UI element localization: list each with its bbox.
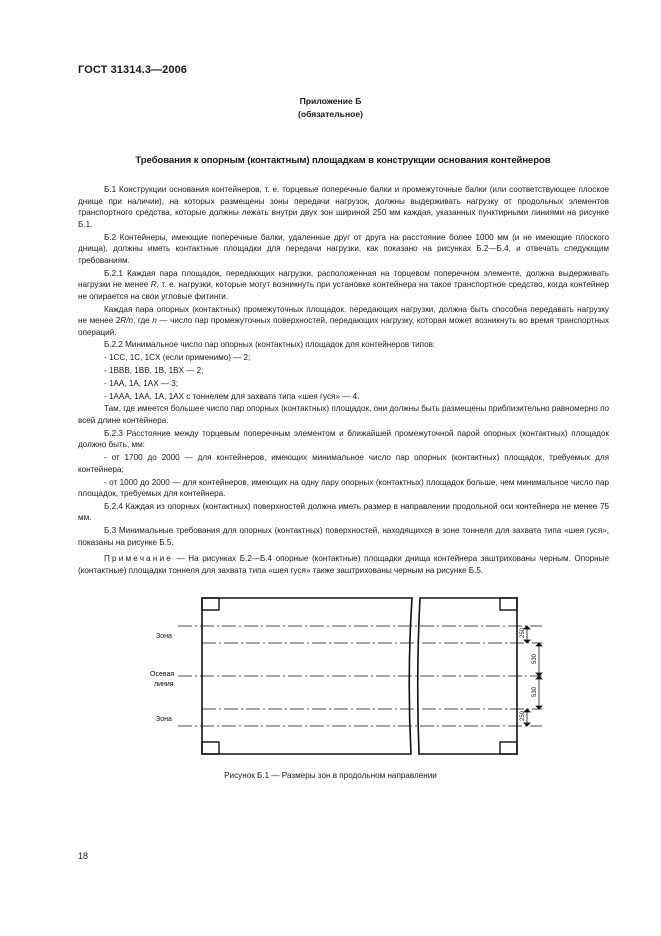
- paragraph-b3: Б.3 Минимальные требования для опорных (контактных) поверхностей, находящихся в зоне тоннеля для захвата типа «шея гуся», показаны на рисунке Б.5.: [78, 526, 609, 547]
- list-item: - 1CC, 1C, 1CX (если применимо) — 2;: [104, 353, 251, 363]
- corner-fitting: [500, 742, 517, 754]
- body-text: [78, 184, 609, 578]
- list-item: - 1BBB, 1BB, 1B, 1BX — 2;: [104, 366, 204, 376]
- list-item: - от 1700 до 2000 — для контейнеров, имеющих минимальное число пар опорных (контактных) площадок, требуемых для контейнера;: [78, 453, 609, 474]
- corner-fitting: [202, 742, 219, 754]
- dim-value-zone-top: 250: [520, 627, 526, 638]
- paragraph-b21: Б.2.1 Каждая пара площадок, передающих нагрузки, расположенная на торцевом поперечном элементе, должна выдерживать нагрузки не менее R, т. е. нагрузки, которые могут возникнуть при установке контейнера на такое транспортное средство, когда контейнер не опирается на свои угловые фитинги.: [78, 268, 609, 301]
- paragraph-b1: Б.1 Конструкции основания контейнеров, т. е. торцевые поперечные балки и промежуточные балки (или соответствующее плоское днище при наличии), на которых размещены зоны передачи нагрузок, должны выдерживать нагрузку от продольных элементов транспортного средства, которые должны лежать внутри двух зон шириной 250 мм каждая, указанных пунктирными линиями на рисунке Б.1.: [78, 185, 609, 229]
- figure-b1: [150, 594, 560, 769]
- list-item: - от 1000 до 2000 — для контейнеров, имеющих на одну пару опорных (контактных) площадок больше, чем минимальное число пар площадок, требуемых для контейнера.: [78, 477, 609, 499]
- figure-caption: Рисунок Б.1 — Размеры зон в продольном направлении: [224, 771, 437, 780]
- paragraph-b22-2: Там, где имеется большее число пар опорных (контактных) площадок, они должны быть размещены приблизительно равномерно по всей длине контейнера.: [78, 404, 609, 425]
- label-zone-top: Зона: [156, 633, 172, 640]
- dim-value-zone-bottom: 250: [520, 710, 526, 721]
- list-item: - 1AAA, 1AA, 1A, 1AX с тоннелем для захвата типа «шея гуся» — 4.: [104, 391, 360, 401]
- note: Примечание — На рисунках Б.2—Б.4 опорные (контактные) площадки днища контейнера заштрихованы черным. Опорные (контактные) площадки тоннеля для захвата типа «шея гуся» также заштрихованы черным на рисунке Б.5.: [78, 554, 609, 576]
- section-title: Требования к опорным (контактным) площадкам в конструкции основания контейнеров: [135, 155, 551, 166]
- paragraph-b24: Б.2.4 Каждая из опорных (контактных) поверхностей должна иметь размер в направлении продольной оси контейнера не менее 75 мм.: [78, 501, 609, 523]
- annex-status: (обязательное): [297, 109, 364, 119]
- corner-fitting: [202, 598, 219, 610]
- label-axis-2: линия: [154, 681, 174, 688]
- page-number: 18: [78, 851, 89, 861]
- label-axis-1: Осевая: [150, 671, 175, 678]
- corner-fitting: [500, 598, 517, 610]
- dim-value-half-top: 530: [532, 653, 538, 664]
- list-item: - 1AA, 1A, 1AX — 3;: [104, 378, 179, 388]
- label-zone-bottom: Зона: [156, 716, 172, 723]
- figure-b1-drawing: [150, 594, 560, 764]
- annex-title: Приложение Б: [299, 96, 362, 106]
- paragraph-b21-2: Каждая пара опорных (контактных) промежуточных площадок, передающих нагрузки, должна быть способна передавать нагрузку не менее 2R/n, где n — число пар промежуточных поверхностей, передающих нагрузку, которая может возникнуть во время транспортных операций.: [78, 304, 609, 337]
- dim-value-half-bottom: 530: [532, 686, 538, 697]
- document-header: ГОСТ 31314.3—2006: [78, 64, 188, 76]
- paragraph-b22: Б.2.2 Минимальное число пар опорных (контактных) площадок для контейнеров типов:: [104, 340, 436, 350]
- paragraph-b2: Б.2 Контейнеры, имеющие поперечные балки, удаленные друг от друга на расстояние более 1000 мм (и не имеющие плоского днища), должны иметь контактные площадки для передачи нагрузки, как показано на рисунках Б.2—Б.4, и отвечать следующим требованиям.: [78, 232, 609, 265]
- paragraph-b23: Б.2.3 Расстояние между торцевым поперечным элементом и ближайшей промежуточной парой опорных (контактных) площадок должно быть, мм:: [78, 428, 609, 450]
